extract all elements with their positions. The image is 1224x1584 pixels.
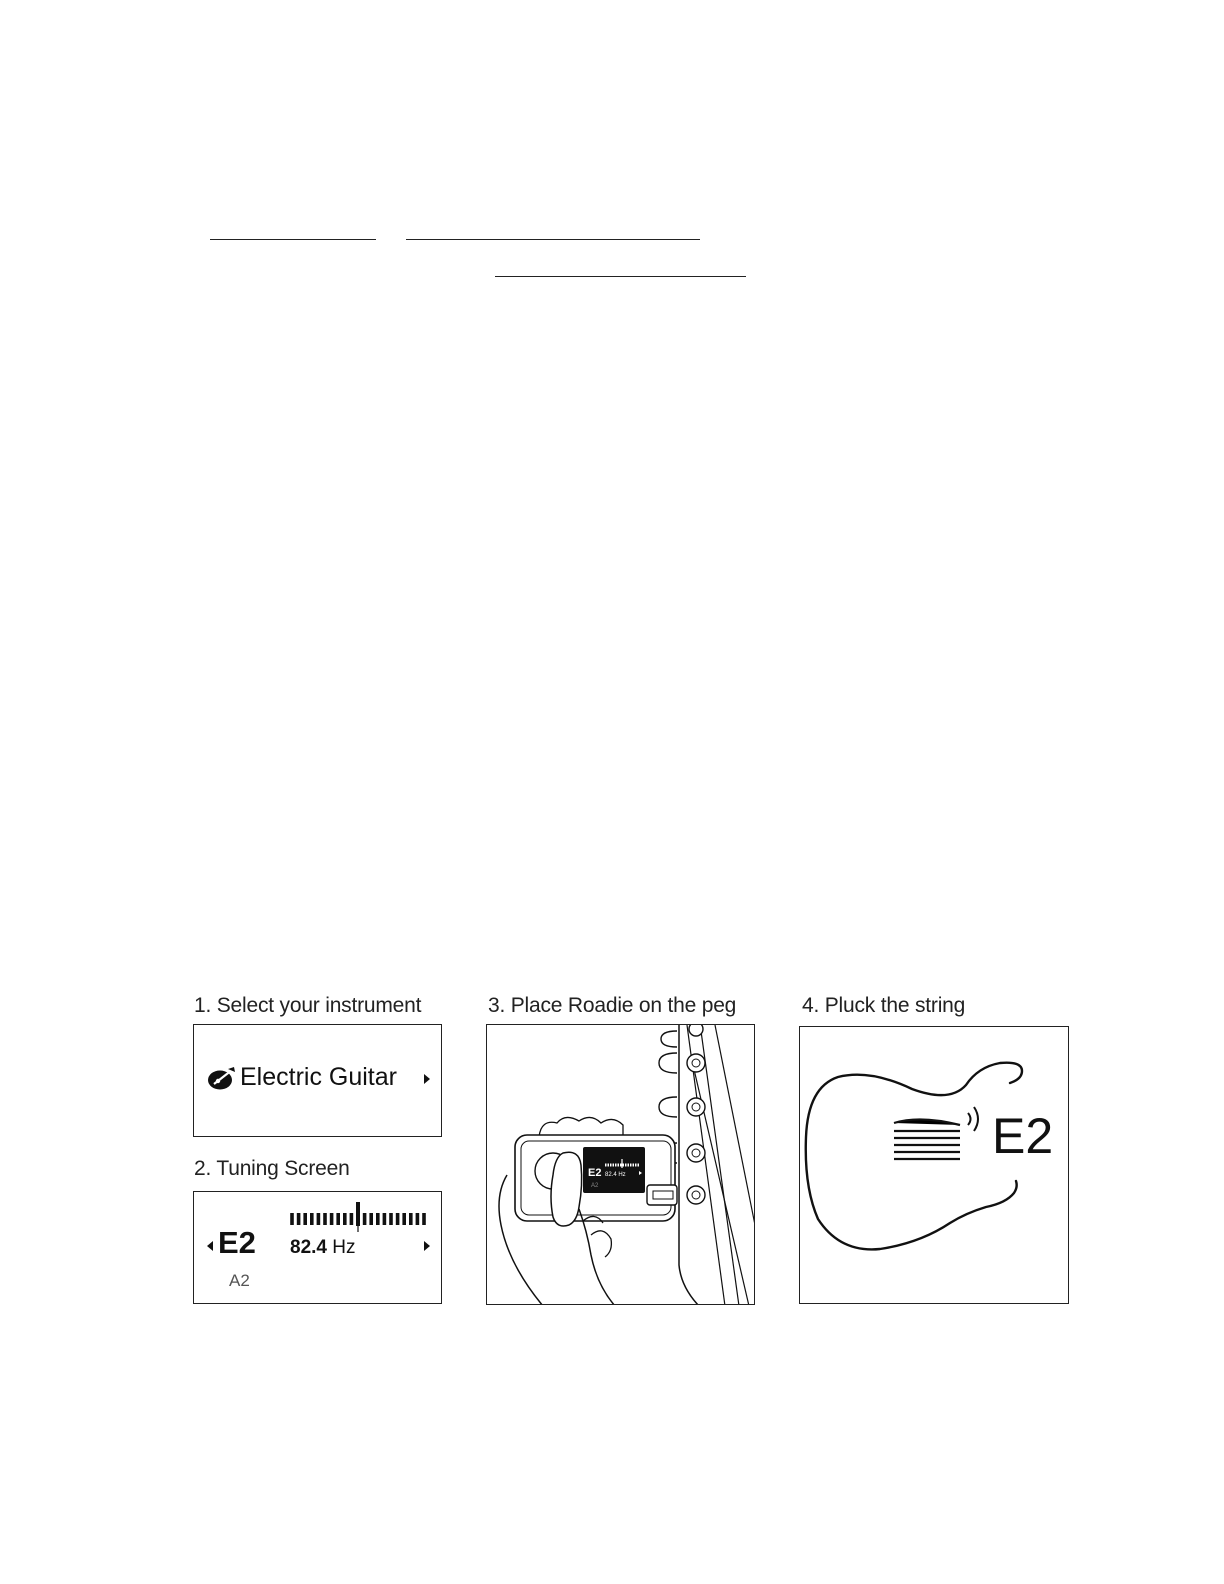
tuning-meter: [290, 1200, 426, 1234]
step-4-label: 4. Pluck the string: [802, 994, 966, 1017]
chevron-right-icon: [423, 1240, 431, 1252]
frequency-readout: [290, 1237, 356, 1259]
frequency-unit: Hz: [332, 1237, 356, 1258]
device-screen-next-note: A2: [591, 1183, 599, 1189]
guitar-icon: [206, 1066, 236, 1092]
sound-waves-icon: [968, 1107, 978, 1131]
meter-tick: [402, 1213, 406, 1225]
chevron-right-icon: [423, 1073, 431, 1085]
device-screen-note: E2: [588, 1167, 602, 1179]
meter-tick: [376, 1213, 380, 1225]
guitar-headstock-illustration: [487, 1025, 755, 1305]
pluck-string-illustration: [799, 1026, 1069, 1304]
blank-underline-3: [495, 276, 746, 277]
meter-tick: [369, 1213, 373, 1225]
current-note: E2: [218, 1225, 256, 1260]
meter-tick: [317, 1213, 321, 1225]
step-2-label: 2. Tuning Screen: [194, 1157, 350, 1180]
step-3-label: 3. Place Roadie on the peg: [488, 994, 737, 1017]
plucked-note: E2: [992, 1108, 1054, 1164]
meter-tick: [290, 1213, 294, 1225]
strings: [894, 1119, 960, 1159]
blank-underline-2: [406, 239, 700, 240]
instrument-select-screen: [193, 1024, 442, 1137]
meter-tick: [396, 1213, 400, 1225]
step-1-label: 1. Select your instrument: [194, 994, 422, 1017]
meter-tick: [343, 1213, 347, 1225]
meter-tick: [297, 1213, 301, 1225]
meter-tick: [409, 1213, 413, 1225]
frequency-value: 82.4: [290, 1237, 327, 1258]
meter-tick: [323, 1213, 327, 1225]
guitar-body-illustration: [800, 1027, 1069, 1304]
place-on-peg-illustration: [486, 1024, 755, 1305]
meter-tick: [303, 1213, 307, 1225]
meter-center-marker: [356, 1202, 360, 1226]
instrument-name: Electric Guitar: [240, 1063, 397, 1091]
meter-tick: [336, 1213, 340, 1225]
meter-tick: [389, 1213, 393, 1225]
meter-tick: [363, 1213, 367, 1225]
blank-underline-1: [210, 239, 376, 240]
tuning-screen: [193, 1191, 442, 1304]
meter-tick: [330, 1213, 334, 1225]
next-note: A2: [229, 1271, 250, 1290]
device-screen-frequency: 82.4 Hz: [605, 1172, 626, 1178]
meter-tick: [383, 1213, 387, 1225]
meter-tick: [422, 1213, 426, 1225]
chevron-left-icon: [206, 1240, 214, 1252]
meter-tick: [416, 1213, 420, 1225]
meter-tick: [350, 1213, 354, 1225]
meter-tick: [310, 1213, 314, 1225]
meter-center-line: [357, 1226, 358, 1232]
